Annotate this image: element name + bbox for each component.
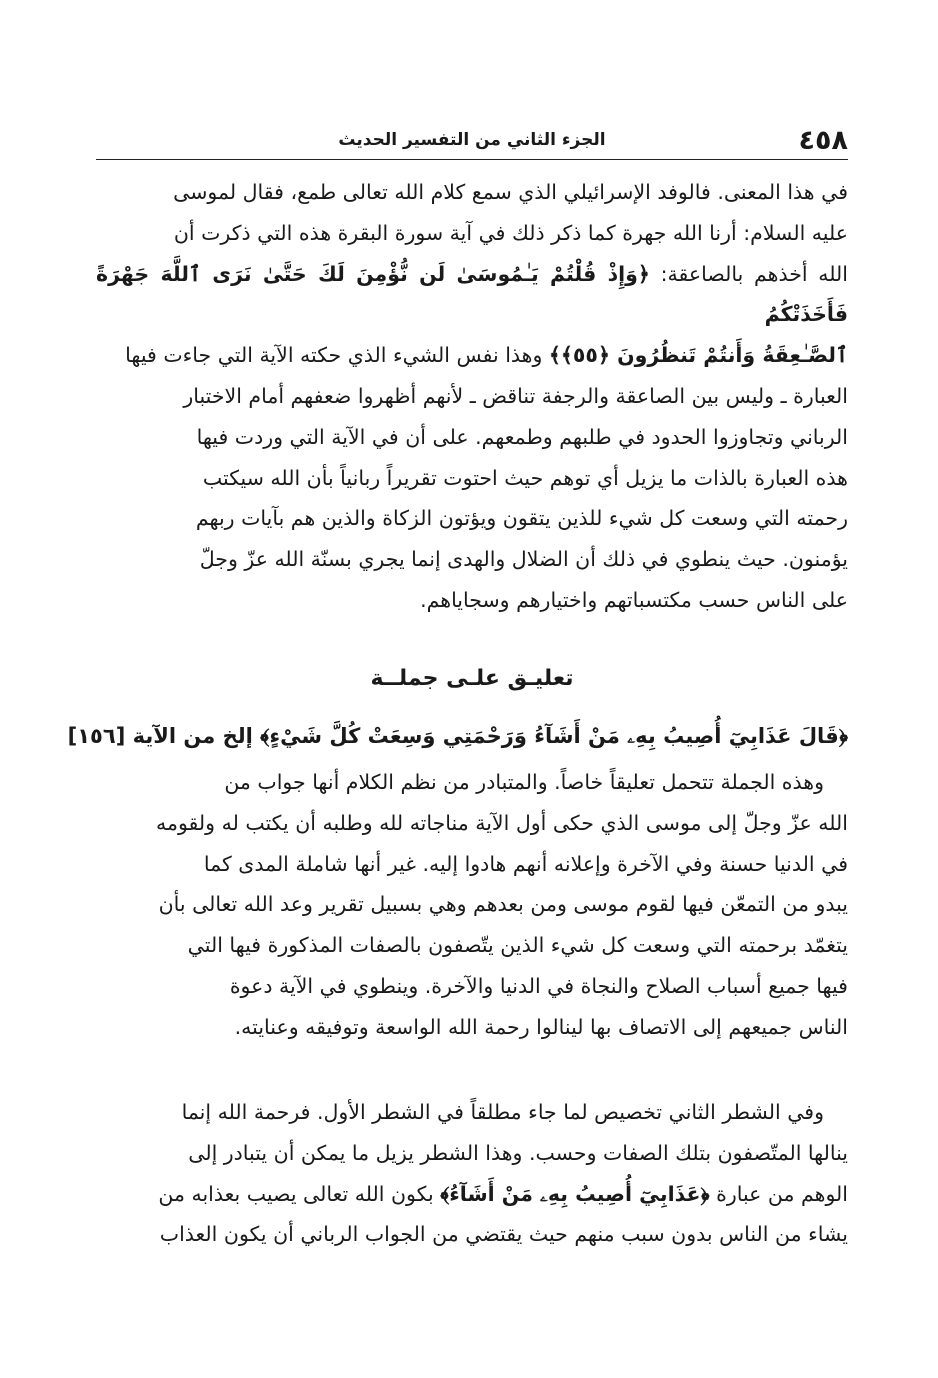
text-line: الناس جميعهم إلى الاتصاف بها لينالوا رحمة الله الواسعة وتوفيقه وعنايته. bbox=[234, 1014, 848, 1039]
text-line: هذه العبارة بالذات ما يزيل أي توهم حيث احتوت تقريراً ربانياً بأن الله سيكتب bbox=[202, 465, 848, 490]
paragraph-3 bbox=[96, 1092, 848, 1255]
section-heading: تعليـق علـى جملــة bbox=[370, 666, 574, 691]
paragraph-1 bbox=[96, 172, 848, 621]
text-span: الله أخذهم بالصاعقة: bbox=[660, 261, 848, 286]
text-line: وهذه الجملة تتحمل تعليقاً خاصاً. والمتبادر من نظم الكلام أنها جواب من bbox=[224, 770, 824, 794]
text-line: وفي الشطر الثاني تخصيص لما جاء مطلقاً في الشطر الأول. فرحمة الله إنما bbox=[181, 1100, 824, 1124]
quran-quote: ﴿وَإِذْ قُلْتُمْ يَـٰمُوسَىٰ لَن نُّؤْمِنَ لَكَ حَتَّىٰ نَرَى ٱللَّهَ جَهْرَةً فَأَخَذَتْكُمُ bbox=[96, 261, 848, 327]
quran-quote: ﴿قَالَ عَذَابِيٓ أُصِيبُ بِهِۦ مَنْ أَشَآءُ وَرَحْمَتِي وَسِعَتْ كُلَّ شَيْءٍ﴾ bbox=[260, 724, 848, 748]
page-header bbox=[96, 122, 848, 158]
text-line bbox=[96, 1174, 848, 1215]
text-span: الوهم من عبارة bbox=[716, 1181, 848, 1206]
quran-quote: ٱلصَّـٰعِقَةُ وَأَنتُمْ تَنظُرُونَ ﴿٥٥﴾﴾ bbox=[548, 343, 848, 368]
text-line: يتغمّد برحمته التي وسعت كل شيء الذين يتّصفون بالصفات المذكورة فيها التي bbox=[187, 933, 848, 958]
text-span: بكون الله تعالى يصيب بعذابه من bbox=[158, 1181, 434, 1206]
book-page bbox=[67, 0, 848, 1378]
text-line: على الناس حسب مكتسباتهم واختيارهم وسجاياهم. bbox=[420, 587, 848, 612]
text-line: يبدو من التمعّن فيها لقوم موسى ومن بعدهم وهي بسبيل تقرير وعد الله تعالى بأن bbox=[158, 892, 848, 917]
page-number: ٤٥٨ bbox=[798, 125, 848, 156]
verse-line bbox=[67, 718, 848, 754]
text-line: الرباني وتجاوزوا الحدود في طلبهم وطمعهم. على أن في الآية التي وردت فيها bbox=[196, 424, 848, 449]
text-line: العبارة ـ وليس بين الصاعقة والرجفة تناقض ـ لأنهم أظهروا ضعفهم أمام الاختبار bbox=[183, 383, 848, 408]
verse-reference: إلخ من الآية [١٥٦] bbox=[67, 724, 253, 748]
running-title: الجزء الثاني من التفسير الحديث bbox=[338, 130, 606, 150]
quran-quote: ﴿عَذَابِيٓ أُصِيبُ بِهِۦ مَنْ أَشَآءُ﴾ bbox=[440, 1181, 710, 1206]
text-line: ينالها المتّصفون بتلك الصفات وحسب. وهذا الشطر يزيل ما يمكن أن يتبادر إلى bbox=[188, 1140, 848, 1165]
text-line bbox=[96, 335, 848, 376]
text-span: وهذا نفس الشيء الذي حكته الآية التي جاءت فيها bbox=[125, 343, 543, 368]
text-line: رحمته التي وسعت كل شيء للذين يتقون ويؤتون الزكاة والذين هم بآيات ربهم bbox=[195, 506, 848, 531]
text-line: في الدنيا حسنة وفي الآخرة وإعلانه أنهم هادوا إليه. غير أنها شاملة المدى كما bbox=[203, 851, 848, 876]
text-line: فيها جميع أسباب الصلاح والنجاة في الدنيا والآخرة. وينطوي في الآية دعوة bbox=[229, 973, 848, 998]
paragraph-2 bbox=[96, 762, 848, 1048]
text-line: في هذا المعنى. فالوفد الإسرائيلي الذي سمع كلام الله تعالى طمع، فقال لموسى bbox=[173, 180, 848, 204]
text-line: الله عزّ وجلّ إلى موسى الذي حكى أول الآية مناجاته لله وطلبه أن يكتب له ولقومه bbox=[155, 810, 848, 835]
text-line: يشاء من الناس بدون سبب منهم حيث يقتضي من الجواب الرباني أن يكون العذاب bbox=[159, 1222, 848, 1247]
text-line: يؤمنون. حيث ينطوي في ذلك أن الضلال والهدى إنما يجري بسنّة الله عزّ وجلّ bbox=[199, 547, 848, 572]
header-rule bbox=[96, 159, 848, 160]
text-line: عليه السلام: أرنا الله جهرة كما ذكر ذلك في آية سورة البقرة هذه التي ذكرت أن bbox=[173, 220, 848, 245]
text-line bbox=[96, 254, 848, 336]
